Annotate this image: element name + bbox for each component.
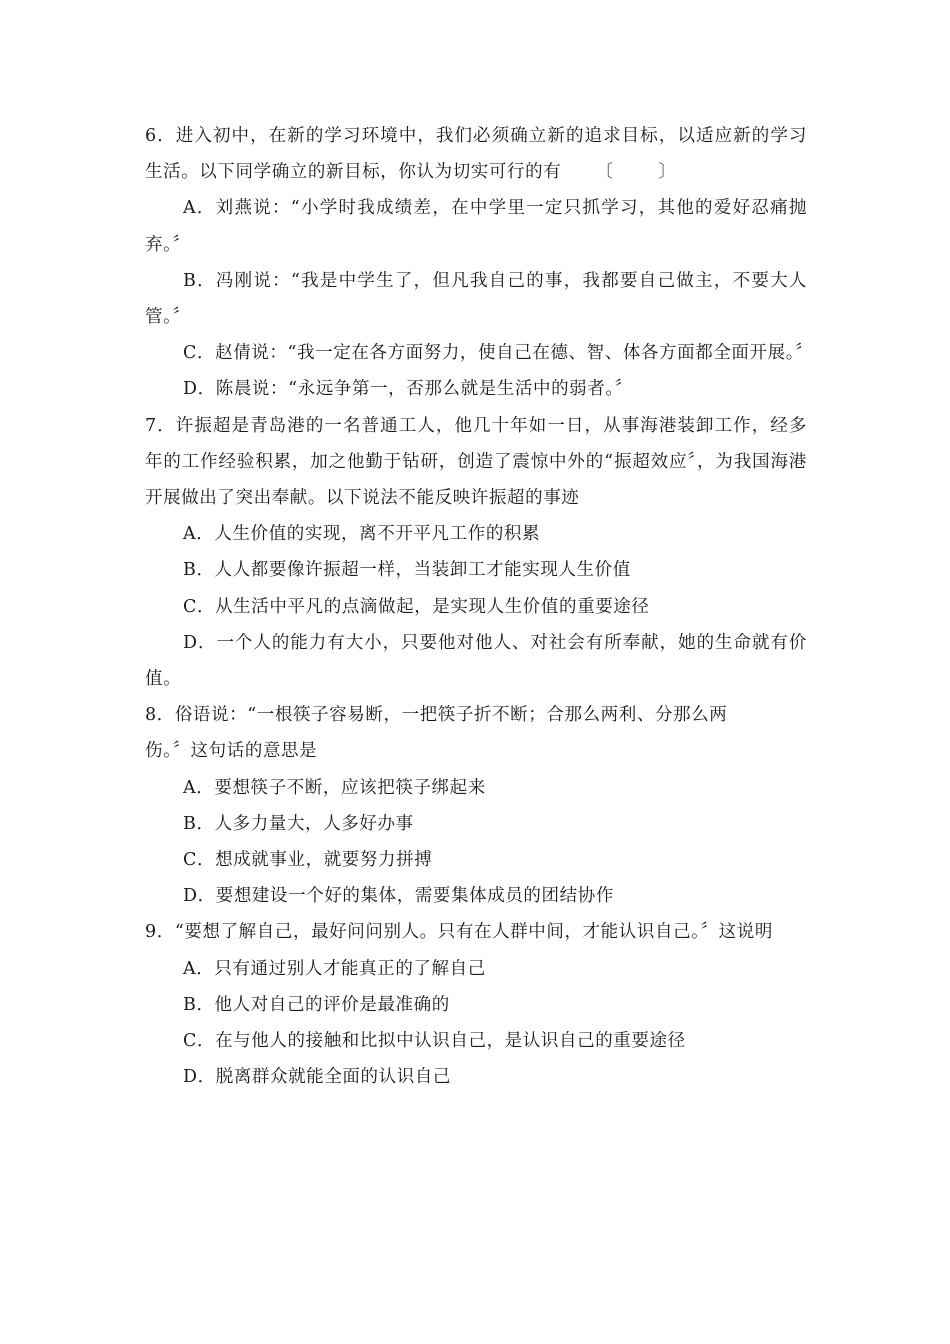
option-b: B．人人都要像许振超一样，当装卸工才能实现人生价值 [183,560,631,581]
question-stem-line-1: 8．俗语说：“一根筷子容易断，一把筷子折不断；合那么两利、分那么两 [145,705,728,726]
option-c: C．从生活中平凡的点滴做起，是实现人生价值的重要途径 [183,596,650,617]
option-a: A．刘燕说：“小学时我成绩差，在中学里一定只抓学习，其他的爱好忍痛抛弃。〞 [145,198,807,255]
question-9 [145,914,807,1095]
answer-bracket: 〔 〕 [595,162,696,183]
question-6 [145,118,814,408]
option-a: A．只有通过别人才能真正的了解自己 [183,958,486,979]
option-c: C．赵倩说：“我一定在各方面努力，使自己在德、智、体各方面都全面开展。〞 [183,343,814,364]
option-b: B．人多力量大，人多好办事 [183,813,414,834]
option-c: C．在与他人的接触和比拟中认识自己，是认识自己的重要途径 [183,1031,686,1052]
option-a: A．人生价值的实现，离不开平凡工作的积累 [183,524,541,545]
question-stem [145,118,807,190]
question-stem: 9．“要想了解自己，最好问问别人。只有在人群中间，才能认识自己。〞这说明 [145,922,773,943]
option-b: B．他人对自己的评价是最准确的 [183,994,450,1015]
option-a: A．要想筷子不断，应该把筷子绑起来 [183,777,486,798]
option-d: D．脱离群众就能全面的认识自己 [183,1067,452,1088]
question-7 [145,408,807,698]
document-page [145,118,814,1095]
question-stem [145,697,807,769]
option-c: C．想成就事业，就要努力拼搏 [183,850,433,871]
option-d: D．一个人的能力有大小，只要他对他人、对社会有所奉献，她的生命就有价值。 [145,632,807,690]
question-8 [145,697,807,914]
question-stem: 7．许振超是青岛港的一名普通工人，他几十年如一日，从事海港装卸工作，经多年的工作经验积累，加之他勤于钻研，创造了震惊中外的“振超效应〞，为我国海港开展做出了突出奉献。以下说法不能反映许振超的事迹 [145,415,807,509]
option-b: B．冯刚说：“我是中学生了，但凡我自己的事，我都要自己做主，不要大人管。〞 [145,270,807,328]
question-stem-line-2: 伤。〞这句话的意思是 [145,741,318,762]
option-d: D．要想建设一个好的集体，需要集体成员的团结协作 [183,886,614,907]
question-stem-text: 6．进入初中，在新的学习环境中，我们必须确立新的追求目标，以适应新的学习生活。以下同学确立的新目标，你认为切实可行的有 [145,126,807,183]
option-d: D．陈晨说：“永远争第一，否那么就是生活中的弱者。〞 [183,379,633,400]
